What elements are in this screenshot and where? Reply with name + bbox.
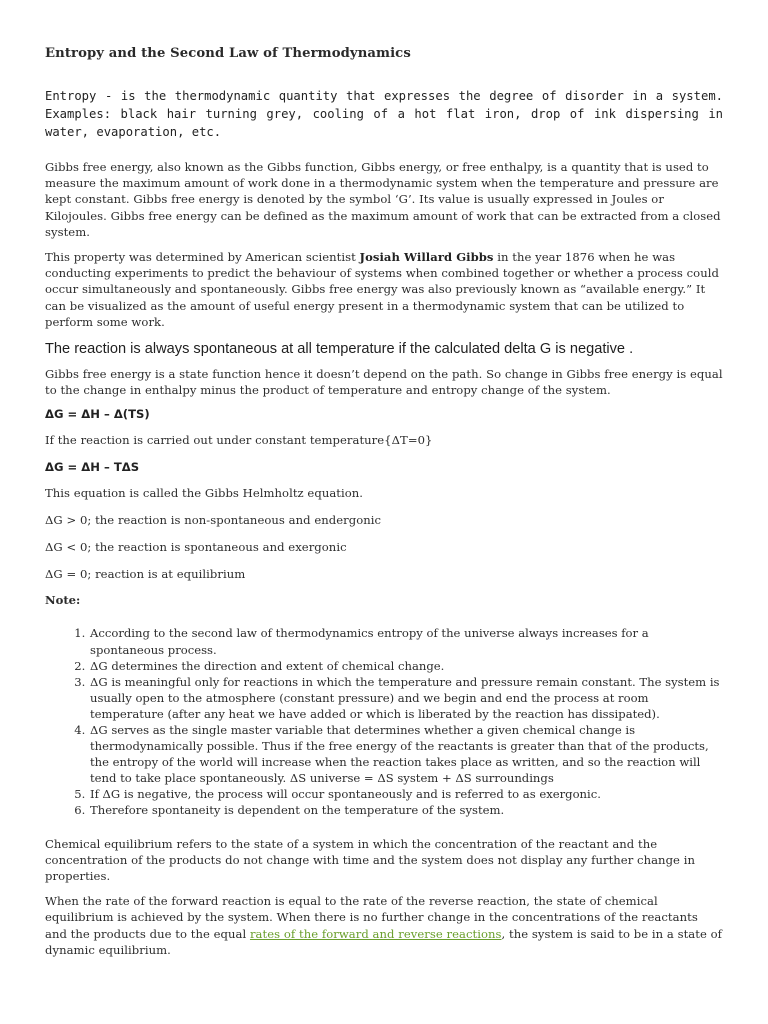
rate-text-after: , the system is said to be in a state of dynamic equilibrium.: [45, 926, 722, 957]
list-item: 1. According to the second law of thermodynamics entropy of the universe always increases for a spontaneous process.: [89, 625, 723, 657]
gibbs-free-energy-paragraph: Gibbs free energy, also known as the Gibbs function, Gibbs energy, or free enthalpy, is a quantity that is used to measure the maximum amount of work done in a thermodynamic system when the temperature and pressure are kept constant. Gibbs free energy is denoted by the symbol ‘G’. Its value is usually expressed in Joules or Kilojoules. Gibbs free energy can be defined as the maximum amount of work that can be extracted from a closed system.: [45, 160, 721, 239]
rate-text-before: When the rate of the forward reaction is equal to the rate of the reverse reaction, the state of chemical equilibrium is achieved by the system. When there is no further change in the concentrations of the reactants and the products due to the equal: [45, 894, 698, 941]
helmholtz-text: This equation is called the Gibbs Helmholtz equation.: [45, 485, 364, 500]
constant-temperature-text: If the reaction is carried out under constant temperature{ΔT=0}: [45, 433, 433, 448]
chemical-equilibrium-paragraph: Chemical equilibrium refers to the state of a system in which the concentration of the reactant and the concentration of the products do not change with time and the system does not display any further change in properties.: [45, 836, 695, 883]
reaction-rates-link[interactable]: rates of the forward and reverse reactions: [249, 926, 502, 941]
entropy-definition: Entropy - is the thermodynamic quantity that expresses the degree of disorder in a system. Examples: black hair turning grey, cooling of a hot flat iron, drop of ink dispersing in water, evaporation, etc.: [45, 89, 723, 139]
list-item: 2. ΔG determines the direction and extent of chemical change.: [89, 658, 723, 674]
dynamic-equilibrium-paragraph: [45, 893, 723, 958]
note-label: Note:: [45, 593, 81, 608]
list-item: 3. ΔG is meaningful only for reactions in which the temperature and pressure remain constant. The system is usually open to the atmosphere (constant pressure) and we begin and end the process at room temperature (after any heat we have added or which is liberated by the reaction has dissipated).: [89, 674, 723, 722]
condition-positive: ΔG > 0; the reaction is non-spontaneous and endergonic: [45, 512, 382, 527]
state-function-paragraph: Gibbs free energy is a state function hence it doesn’t depend on the path. So change in Gibbs free energy is equal to the change in enthalpy minus the product of temperature and entropy change of the system.: [45, 367, 723, 398]
list-item: 4. ΔG serves as the single master variable that determines whether a given chemical change is thermodynamically possible. Thus if the free energy of the reactants is greater than that of the products, the entropy of the world will increase when the reaction takes place as written, and so the reaction will tend to take place spontaneously. ΔS universe = ΔS system + ΔS surroundings: [89, 722, 723, 786]
condition-negative: ΔG < 0; the reaction is spontaneous and exergonic: [45, 540, 347, 555]
gibbs-history-paragraph: [45, 249, 723, 330]
document-body: [45, 46, 723, 967]
list-item: 6. Therefore spontaneity is dependent on the temperature of the system.: [89, 802, 723, 818]
scientist-name: Josiah Willard Gibbs: [359, 250, 494, 265]
equation-gibbs-helmholtz: ΔG = ΔH – TΔS: [45, 459, 140, 474]
history-text-before: This property was determined by American scientist: [45, 250, 360, 265]
condition-zero: ΔG = 0; reaction is at equilibrium: [45, 567, 246, 582]
notes-list: [45, 625, 723, 818]
history-text-after: in the year 1876 when he was conducting experiments to predict the behaviour of systems when combined together or whether a process could occur simultaneously and spontaneously. Gibbs free energy was also previously known as “available energy.” It can be visualized as the amount of useful energy present in a thermodynamic system that can be utilized to perform some work.: [45, 250, 719, 329]
spontaneity-statement: The reaction is always spontaneous at all temperature if the calculated delta G is negative .: [45, 341, 634, 358]
list-item: 5. If ΔG is negative, the process will occur spontaneously and is referred to as exergonic.: [89, 786, 723, 802]
equation-gibbs-general: ΔG = ΔH – Δ(TS): [45, 407, 150, 422]
page-title: Entropy and the Second Law of Thermodynamics: [45, 46, 411, 61]
